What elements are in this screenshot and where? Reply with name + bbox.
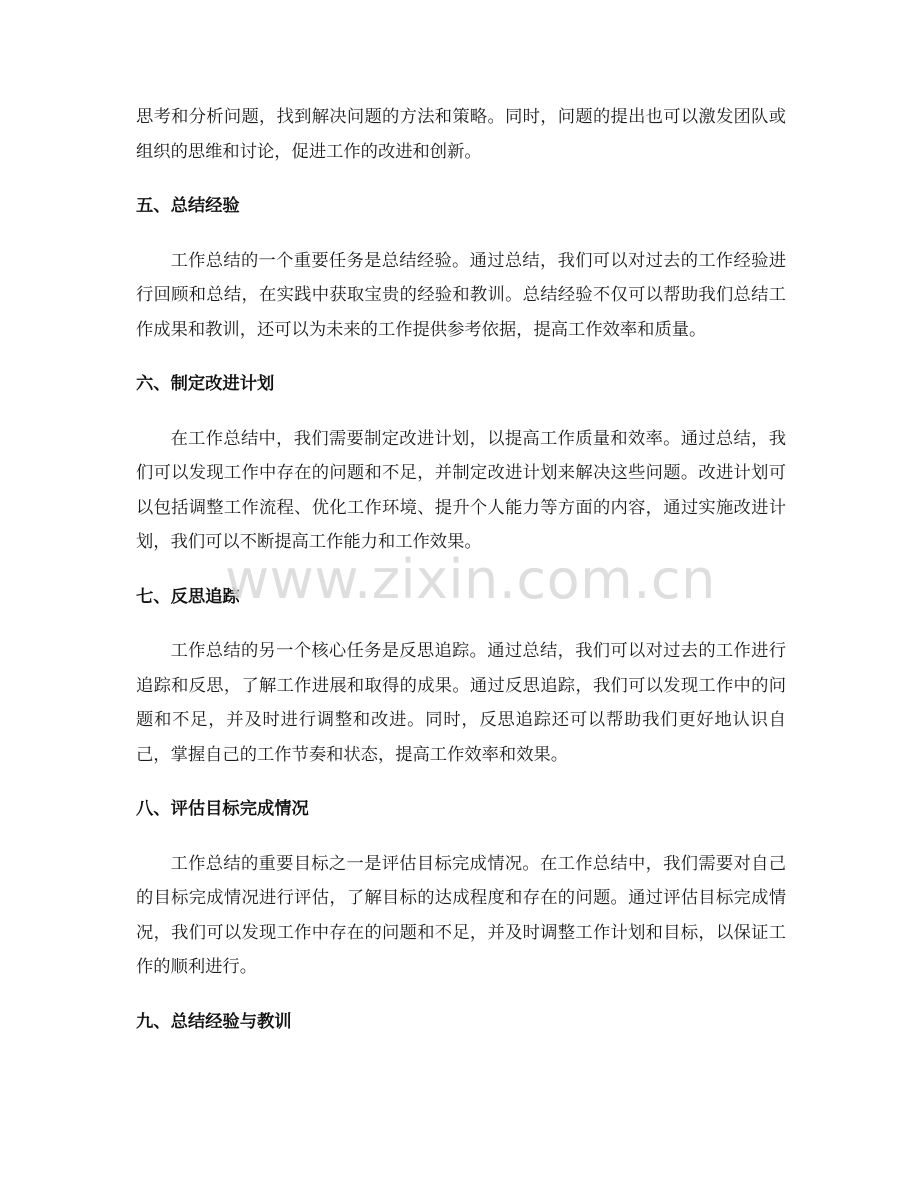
section-paragraph-6: 在工作总结中，我们需要制定改进计划，以提高工作质量和效率。通过总结，我们可以发现工作中存在的问题和不足，并制定改进计划来解决这些问题。改进计划可以包括调整工作流程、优化工作环境、提升个人能力等方面的内容，通过实施改进计划，我们可以不断提高工作能力和工作效果。 (136, 428, 786, 552)
section-heading-7: 七、反思追踪 (136, 586, 240, 607)
intro-paragraph: 思考和分析问题，找到解决问题的方法和策略。同时，问题的提出也可以激发团队或组织的思维和讨论，促进工作的改进和创新。 (136, 107, 786, 162)
section-heading-9: 九、总结经验与教训 (136, 1011, 292, 1032)
section-heading-6: 六、制定改进计划 (136, 374, 275, 394)
watermark-text: www.zixin.com.cn (225, 548, 716, 611)
section-paragraph-7: 工作总结的另一个核心任务是反思追踪。通过总结，我们可以对过去的工作进行追踪和反思，了解工作进展和取得的成果。通过反思追踪，我们可以发现工作中的问题和不足，并及时进行调整和改进。同时，反思追踪还可以帮助我们更好地认识自己，掌握自己的工作节奏和状态，提高工作效率和效果。 (136, 641, 786, 765)
section-heading-8: 八、评估目标完成情况 (136, 799, 309, 819)
document-body (136, 100, 786, 1039)
section-paragraph-5: 工作总结的一个重要任务是总结经验。通过总结，我们可以对过去的工作经验进行回顾和总结，在实践中获取宝贵的经验和教训。总结经验不仅可以帮助我们总结工作成果和教训，还可以为未来的工作提供参考依据，提高工作效率和质量。 (136, 250, 786, 340)
section-paragraph-8: 工作总结的重要目标之一是评估目标完成情况。在工作总结中，我们需要对自己的目标完成情况进行评估，了解目标的达成程度和存在的问题。通过评估目标完成情况，我们可以发现工作中存在的问题和不足，并及时调整工作计划和目标，以保证工作的顺利进行。 (136, 853, 786, 977)
section-heading-5: 五、总结经验 (136, 196, 240, 216)
